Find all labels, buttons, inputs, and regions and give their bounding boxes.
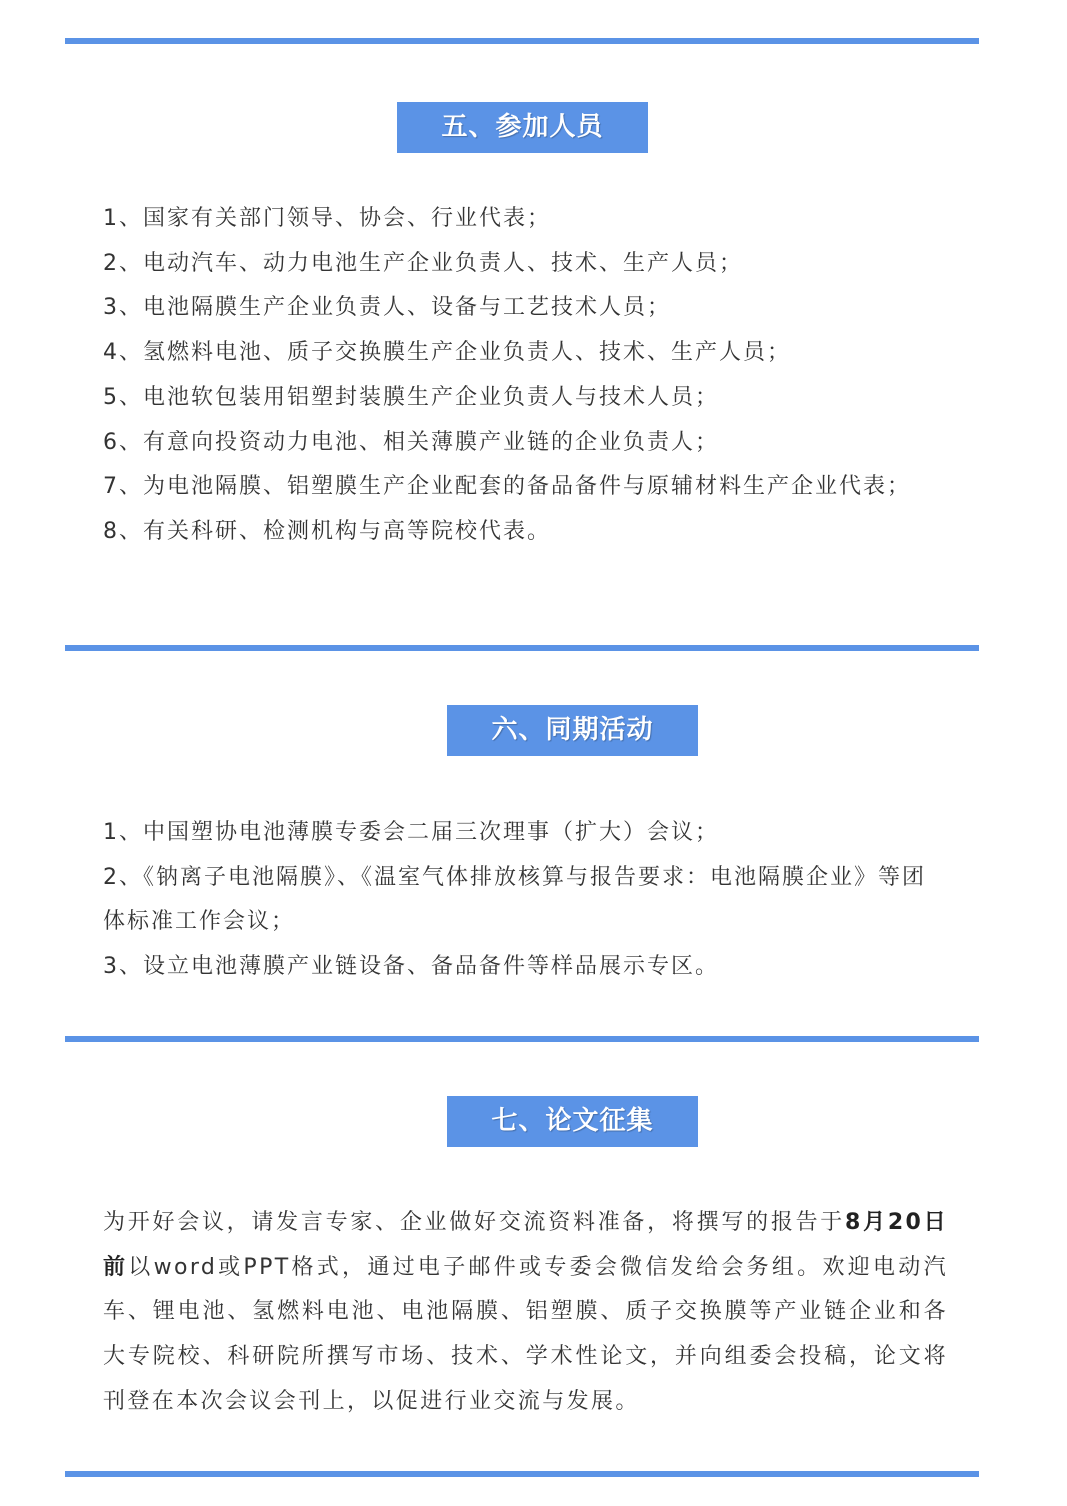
- list-item: 4、氢燃料电池、质子交换膜生产企业负责人、技术、生产人员；: [103, 340, 791, 366]
- section-divider: [65, 645, 979, 651]
- list-item: 5、电池软包装用铝塑封装膜生产企业负责人与技术人员；: [103, 384, 719, 410]
- participants-list: [103, 197, 948, 555]
- paper-call-text: 以word或PPT格式，通过电子邮件或专委会微信发给会务组。欢迎电动汽车、锂电池、氢燃料电池、电池隔膜、铝塑膜、质子交换膜等产业链企业和各大专院校、科研院所撰写市场、技术、学术性论文，并向组委会投稿，论文将刊登在本次会议会刊上，以促进行业交流与发展。: [103, 1254, 948, 1414]
- list-item: 2、《钠离子电池隔膜》、《温室气体排放核算与报告要求：电池隔膜企业》等团体标准工作会议；: [103, 864, 926, 935]
- list-item: 3、电池隔膜生产企业负责人、设备与工艺技术人员；: [103, 295, 671, 321]
- list-item: 3、设立电池薄膜产业链设备、备品备件等样品展示专区。: [103, 954, 719, 980]
- list-item: 6、有意向投资动力电池、相关薄膜产业链的企业负责人；: [103, 429, 719, 455]
- section-divider: [65, 38, 979, 44]
- list-item: 1、国家有关部门领导、协会、行业代表；: [103, 206, 551, 231]
- paper-call-paragraph: [103, 1201, 948, 1425]
- concurrent-events-list: [103, 811, 948, 990]
- section-title-participants: 五、参加人员: [397, 102, 648, 153]
- section-divider: [65, 1036, 979, 1042]
- list-item: 8、有关科研、检测机构与高等院校代表。: [103, 518, 551, 544]
- paper-call-text: 为开好会议，请发言专家、企业做好交流资料准备，将撰写的报告于: [103, 1210, 846, 1235]
- section-title-concurrent-events: 六、同期活动: [447, 705, 698, 756]
- section-divider: [65, 1471, 979, 1477]
- list-item: 2、电动汽车、动力电池生产企业负责人、技术、生产人员；: [103, 250, 743, 276]
- list-item: 1、中国塑协电池薄膜专委会二届三次理事（扩大）会议；: [103, 820, 719, 845]
- deadline-text: 8月20日前: [103, 1210, 948, 1280]
- list-item: 7、为电池隔膜、铝塑膜生产企业配套的备品备件与原辅材料生产企业代表；: [103, 474, 911, 500]
- section-title-paper-call: 七、论文征集: [447, 1096, 698, 1147]
